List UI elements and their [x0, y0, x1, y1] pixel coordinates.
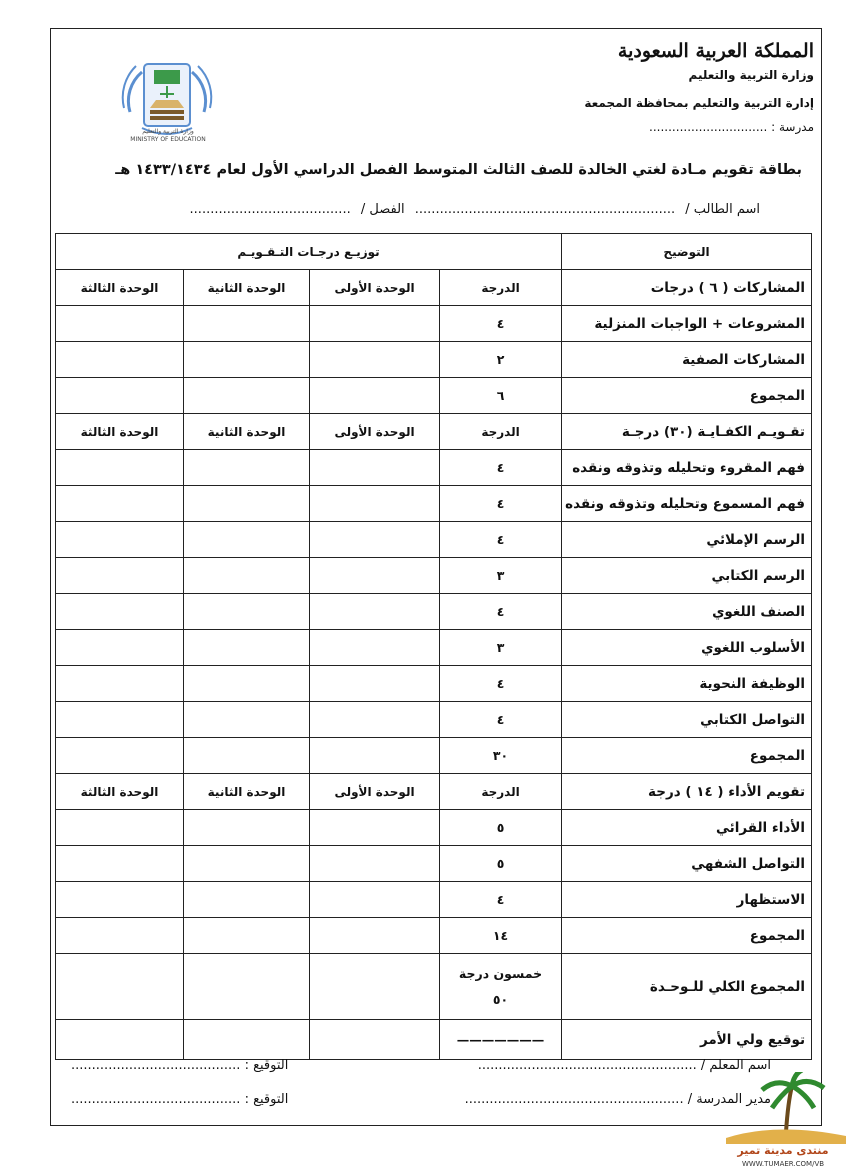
row-desc: المشروعات + الواجبات المنزلية — [562, 306, 812, 342]
grand-total-number: ٥٠ — [492, 991, 509, 1007]
unit1-cell[interactable] — [310, 342, 440, 378]
unit2-cell[interactable] — [184, 810, 310, 846]
unit2-cell[interactable] — [184, 450, 310, 486]
unit3-cell[interactable] — [56, 450, 184, 486]
header-block — [554, 38, 814, 134]
principal-label: مدير المدرسة / — [687, 1092, 771, 1107]
unit2-cell[interactable] — [184, 666, 310, 702]
unit2-cell[interactable] — [184, 486, 310, 522]
unit2-cell[interactable] — [184, 594, 310, 630]
unit1-cell[interactable] — [310, 630, 440, 666]
unit1-header: الوحدة الأولى — [310, 414, 440, 450]
unit2-cell[interactable] — [184, 918, 310, 954]
teacher-signature-label: التوقيع : — [244, 1058, 289, 1073]
principal-signature-label: التوقيع : — [244, 1092, 289, 1107]
kingdom-title: المملكة العربية السعودية — [617, 40, 814, 62]
section-header-row — [56, 414, 812, 450]
unit1-header: الوحدة الأولى — [310, 270, 440, 306]
table-row — [56, 918, 812, 954]
class-label: الفصل / — [360, 202, 405, 217]
unit2-cell[interactable] — [184, 522, 310, 558]
unit2-cell[interactable] — [184, 954, 310, 1020]
grand-total-text: خمسون درجة — [458, 965, 543, 981]
row-grade: ٤ — [440, 882, 562, 918]
unit2-cell[interactable] — [184, 846, 310, 882]
grade-header: الدرجة — [440, 414, 562, 450]
row-grade: ٤ — [440, 594, 562, 630]
unit3-cell[interactable] — [56, 702, 184, 738]
unit3-cell[interactable] — [56, 378, 184, 414]
administration-name: إدارة التربية والتعليم بمحافظة المجمعة — [584, 96, 814, 110]
table-row — [56, 522, 812, 558]
row-grade: ٦ — [440, 378, 562, 414]
row-grade: ٤ — [440, 450, 562, 486]
unit1-cell[interactable] — [310, 378, 440, 414]
unit1-cell[interactable] — [310, 558, 440, 594]
unit3-cell[interactable] — [56, 954, 184, 1020]
watermark-name: منتدى مدينة تمير — [737, 1144, 829, 1157]
unit1-cell[interactable] — [310, 954, 440, 1020]
unit1-cell[interactable] — [310, 846, 440, 882]
section-title: تقويم الأداء ( ١٤ ) درجة — [562, 774, 812, 810]
row-desc: فهم المسموع وتحليله وتذوقه ونقده — [562, 486, 812, 522]
teacher-row — [71, 1058, 771, 1073]
guardian-signature-line: ——————— — [440, 1020, 562, 1060]
table-row — [56, 846, 812, 882]
school-dots: ............................... — [649, 120, 768, 134]
card-title: بطاقة تقويم مـادة لغتي الخالدة للصف الثالث المتوسط الفصل الدراسي الأول لعام ١٤٣٣/١٤٣٤ هـ — [115, 162, 802, 178]
unit2-cell[interactable] — [184, 558, 310, 594]
teacher-label: اسم المعلم / — [700, 1058, 771, 1073]
unit1-cell[interactable] — [310, 594, 440, 630]
guardian-signature-desc: توقيع ولي الأمر — [562, 1020, 812, 1060]
unit1-cell[interactable] — [310, 702, 440, 738]
principal-dots[interactable]: ..................................................... — [464, 1092, 684, 1107]
row-grade: ٣ — [440, 630, 562, 666]
unit1-cell[interactable] — [310, 810, 440, 846]
row-grade: ٤ — [440, 306, 562, 342]
school-line — [554, 120, 814, 134]
row-grade: ٣ — [440, 558, 562, 594]
table-row — [56, 486, 812, 522]
grand-total-row — [56, 954, 812, 1020]
unit2-header: الوحدة الثانية — [184, 270, 310, 306]
school-label: مدرسة : — [771, 120, 814, 134]
unit2-cell[interactable] — [184, 342, 310, 378]
grand-total-grade — [440, 954, 562, 1020]
unit2-cell[interactable] — [184, 630, 310, 666]
section-header-row — [56, 270, 812, 306]
unit1-cell[interactable] — [310, 306, 440, 342]
student-name-dots: ............................................................... — [414, 202, 676, 217]
unit3-header: الوحدة الثالثة — [56, 414, 184, 450]
grade-header: الدرجة — [440, 774, 562, 810]
watermark-url: WWW.TUMAER.COM/VB — [741, 1160, 825, 1168]
unit2-cell[interactable] — [184, 702, 310, 738]
unit3-cell[interactable] — [56, 630, 184, 666]
grade-header: الدرجة — [440, 270, 562, 306]
row-desc: المجموع — [562, 378, 812, 414]
unit3-cell[interactable] — [56, 486, 184, 522]
unit1-header: الوحدة الأولى — [310, 774, 440, 810]
unit3-cell[interactable] — [56, 558, 184, 594]
teacher-signature-dots[interactable]: ......................................... — [71, 1058, 241, 1073]
unit3-cell[interactable] — [56, 594, 184, 630]
unit2-cell[interactable] — [184, 378, 310, 414]
row-grade: ١٤ — [440, 918, 562, 954]
row-desc: الاستظهار — [562, 882, 812, 918]
unit2-cell[interactable] — [184, 738, 310, 774]
row-grade: ٤ — [440, 702, 562, 738]
unit1-cell[interactable] — [310, 738, 440, 774]
logo-caption — [118, 128, 218, 144]
unit3-cell[interactable] — [56, 918, 184, 954]
col-dist-header: توزيـع درجـات التـقـويـم — [56, 234, 562, 270]
row-desc: الأسلوب اللغوي — [562, 630, 812, 666]
section-title: المشاركات ( ٦ ) درجات — [562, 270, 812, 306]
ministry-name: وزارة التربية والتعليم — [688, 68, 814, 82]
unit1-cell[interactable] — [310, 450, 440, 486]
table-row — [56, 342, 812, 378]
row-desc: الرسم الإملائي — [562, 522, 812, 558]
unit2-cell[interactable] — [184, 882, 310, 918]
row-desc: المشاركات الصفية — [562, 342, 812, 378]
forum-watermark-icon — [716, 1072, 850, 1170]
logo-caption-en: MINISTRY OF EDUCATION — [130, 136, 206, 143]
table-row — [56, 810, 812, 846]
unit3-cell[interactable] — [56, 666, 184, 702]
unit1-cell[interactable] — [310, 522, 440, 558]
unit3-cell[interactable] — [56, 342, 184, 378]
row-desc: المجموع — [562, 918, 812, 954]
section-header-row — [56, 774, 812, 810]
table-row — [56, 378, 812, 414]
row-desc: الأداء القرائي — [562, 810, 812, 846]
grades-table — [55, 233, 812, 1060]
unit3-header: الوحدة الثالثة — [56, 774, 184, 810]
row-grade: ٥ — [440, 810, 562, 846]
unit2-header: الوحدة الثانية — [184, 774, 310, 810]
table-row — [56, 630, 812, 666]
row-grade: ٣٠ — [440, 738, 562, 774]
table-row — [56, 594, 812, 630]
section-title: تقـويـم الكفـايـة (٣٠) درجـة — [562, 414, 812, 450]
row-desc: الصنف اللغوي — [562, 594, 812, 630]
row-desc: الرسم الكتابي — [562, 558, 812, 594]
class-dots: ....................................... — [189, 202, 351, 217]
row-desc: التواصل الكتابي — [562, 702, 812, 738]
unit3-header: الوحدة الثالثة — [56, 270, 184, 306]
row-desc: المجموع — [562, 738, 812, 774]
table-row — [56, 666, 812, 702]
unit2-cell[interactable] — [184, 306, 310, 342]
table-row — [56, 558, 812, 594]
table-row — [56, 738, 812, 774]
row-grade: ٢ — [440, 342, 562, 378]
row-desc: التواصل الشفهي — [562, 846, 812, 882]
grand-total-desc: المجموع الكلي للـوحـدة — [562, 954, 812, 1020]
unit1-cell[interactable] — [310, 918, 440, 954]
row-grade: ٤ — [440, 666, 562, 702]
col-desc-header: التوضيح — [562, 234, 812, 270]
unit3-cell[interactable] — [56, 738, 184, 774]
table-row — [56, 450, 812, 486]
unit1-cell[interactable] — [310, 882, 440, 918]
row-desc: الوظيفة النحوية — [562, 666, 812, 702]
table-row — [56, 702, 812, 738]
principal-signature-dots[interactable]: ......................................... — [71, 1092, 241, 1107]
unit3-cell[interactable] — [56, 522, 184, 558]
unit1-cell[interactable] — [310, 666, 440, 702]
unit3-cell[interactable] — [56, 882, 184, 918]
unit3-cell[interactable] — [56, 846, 184, 882]
unit3-cell[interactable] — [56, 810, 184, 846]
unit2-header: الوحدة الثانية — [184, 414, 310, 450]
principal-row — [71, 1092, 771, 1107]
unit1-cell[interactable] — [310, 486, 440, 522]
student-name-label: اسم الطالب / — [685, 202, 760, 217]
row-desc: فهم المقروء وتحليله وتذوقه ونقده — [562, 450, 812, 486]
table-row — [56, 306, 812, 342]
unit3-cell[interactable] — [56, 306, 184, 342]
row-grade: ٤ — [440, 486, 562, 522]
student-line — [100, 202, 760, 217]
logo-caption-ar: وزارة التربية والتعليم — [142, 128, 194, 135]
table-header-row — [56, 234, 812, 270]
row-grade: ٥ — [440, 846, 562, 882]
row-grade: ٤ — [440, 522, 562, 558]
teacher-dots[interactable]: ..................................................... — [477, 1058, 697, 1073]
table-row — [56, 882, 812, 918]
footer — [55, 1046, 811, 1122]
